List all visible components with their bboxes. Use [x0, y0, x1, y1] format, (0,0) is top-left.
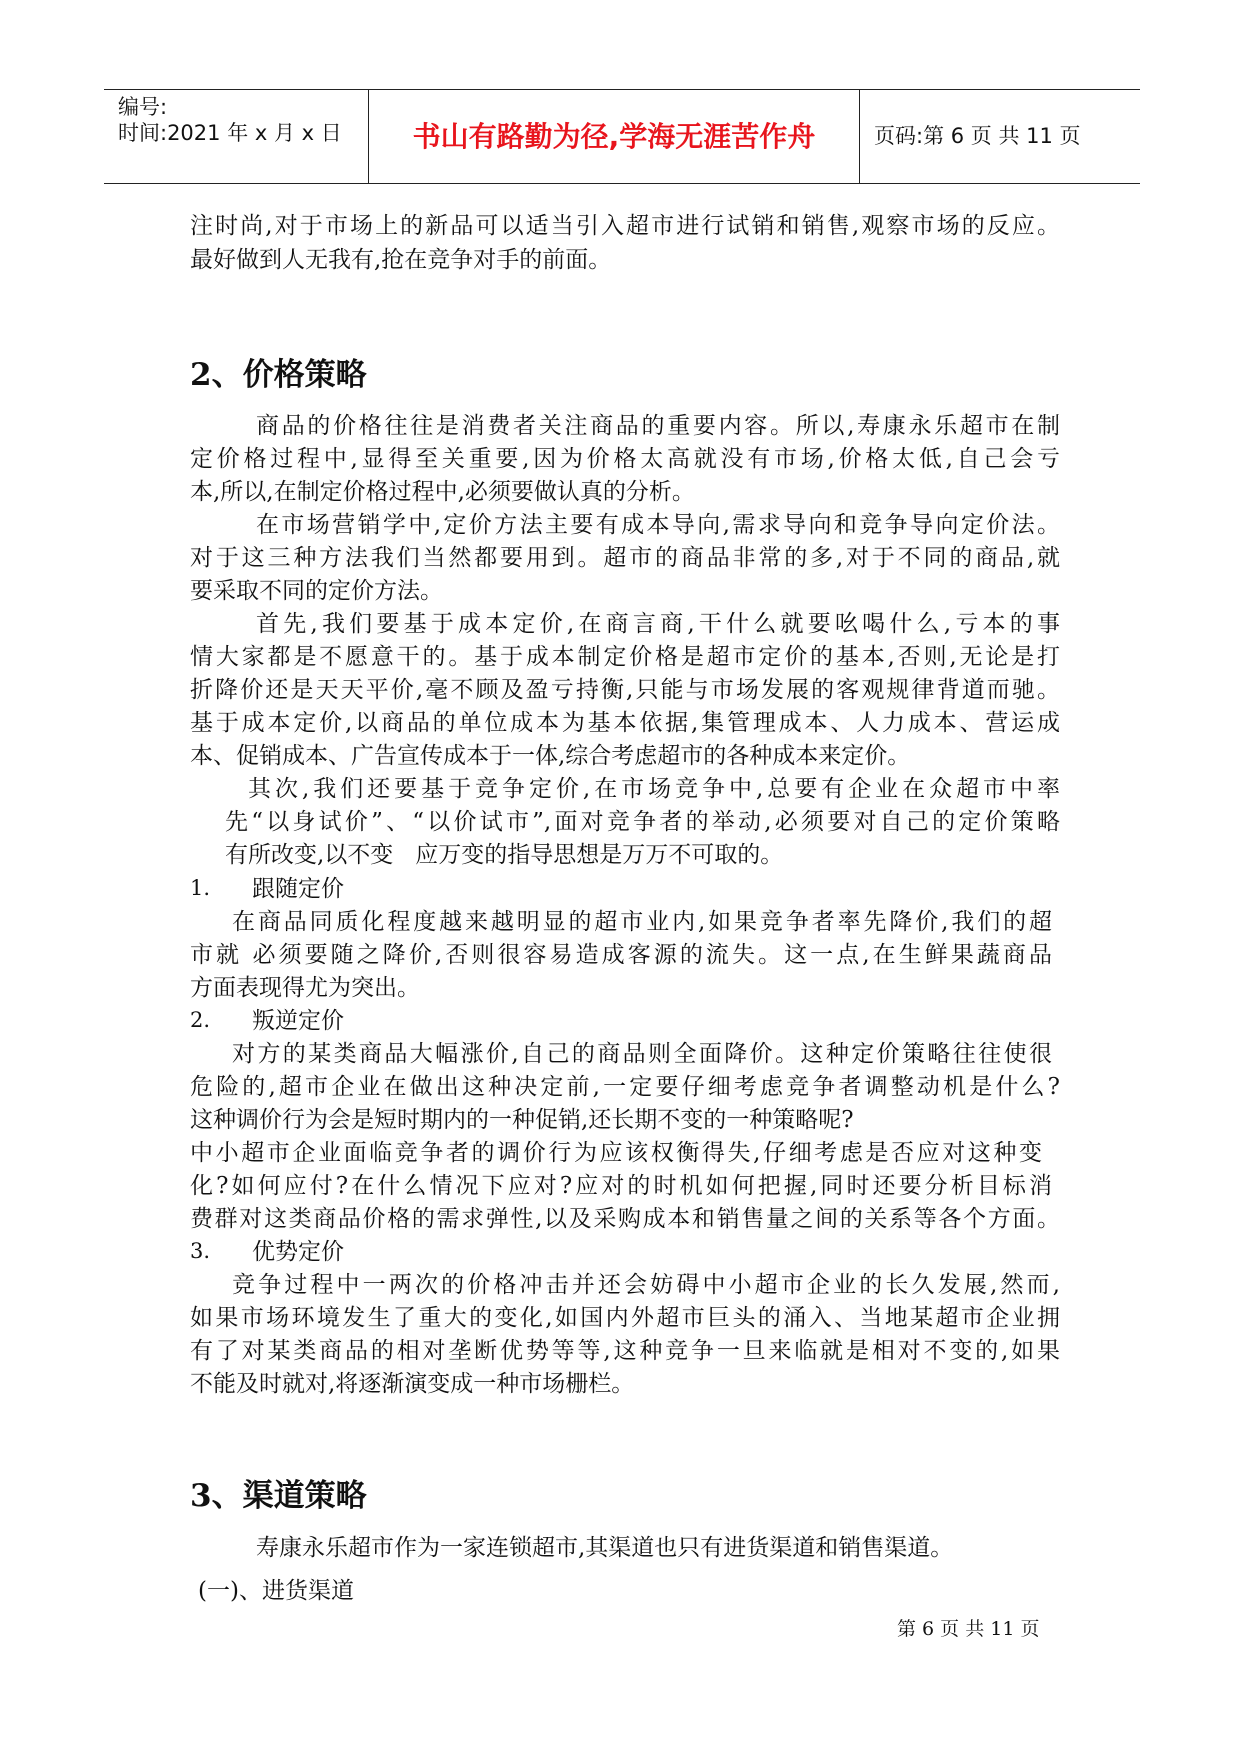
header-page-number: 页码:第 6 页 共 11 页	[874, 124, 1081, 148]
paragraph-line: 商品的价格往往是消费者关注商品的重要内容。所以,寿康永乐超市在制	[256, 413, 1060, 439]
paragraph-line: 不能及时就对,将逐渐演变成一种市场栅栏。	[190, 1371, 635, 1397]
header-left-cell	[104, 90, 369, 183]
paragraph-line: 首先,我们要基于成本定价,在商言商,干什么就要吆喝什么,亏本的事	[256, 611, 1060, 637]
page-header	[104, 89, 1140, 184]
document-time-label: 时间:2021 年 x 月 x 日	[118, 121, 342, 145]
paragraph-line: 注时尚,对于市场上的新品可以适当引入超市进行试销和销售,观察市场的反应。	[190, 213, 1060, 239]
paragraph-line: 要采取不同的定价方法。	[190, 578, 443, 604]
paragraph-line: 在市场营销学中,定价方法主要有成本导向,需求导向和竞争导向定价法。	[256, 512, 1060, 538]
subsection-heading: (一)、进货渠道	[198, 1578, 354, 1604]
paragraph-line: 有了对某类商品的相对垄断优势等等,这种竞争一旦来临就是相对不变的,如果	[190, 1338, 1060, 1364]
paragraph-line: 折降价还是天天平价,毫不顾及盈亏持衡,只能与市场发展的客观规律背道而驰。	[190, 677, 1060, 703]
paragraph-line: 有所改变,以不变 应万变的指导思想是万万不可取的。	[225, 842, 784, 868]
list-item-number: 3.	[190, 1239, 211, 1263]
list-item-title: 叛逆定价	[252, 1008, 344, 1034]
section-heading-price-strategy: 2、价格策略	[190, 357, 367, 393]
document-number-label: 编号:	[118, 95, 168, 119]
paragraph-line: 化?如何应付?在什么情况下应对?应对的时机如何把握,同时还要分析目标消	[190, 1173, 1052, 1199]
list-item-number: 2.	[190, 1008, 211, 1032]
paragraph-line: 危险的,超市企业在做出这种决定前,一定要仔细考虑竞争者调整动机是什么?	[190, 1074, 1060, 1100]
paragraph-line: 情大家都是不愿意干的。基于成本制定价格是超市定价的基本,否则,无论是打	[190, 644, 1060, 670]
paragraph-line: 寿康永乐超市作为一家连锁超市,其渠道也只有进货渠道和销售渠道。	[256, 1535, 954, 1561]
header-motto-cell	[369, 90, 860, 183]
paragraph-line: 本,所以,在制定价格过程中,必须要做认真的分析。	[190, 479, 695, 505]
paragraph-line: 基于成本定价,以商品的单位成本为基本依据,集管理成本、人力成本、营运成	[190, 710, 1060, 736]
paragraph-line: 定价格过程中,显得至关重要,因为价格太高就没有市场,价格太低,自己会亏	[190, 446, 1060, 472]
paragraph-line: 竞争过程中一两次的价格冲击并还会妨碍中小超市企业的长久发展,然而,	[232, 1272, 1060, 1298]
list-item-number: 1.	[190, 876, 211, 900]
header-motto: 书山有路勤为径,学海无涯苦作舟	[412, 120, 816, 153]
paragraph-line: 如果市场环境发生了重大的变化,如国内外超市巨头的涌入、当地某超市企业拥	[190, 1305, 1060, 1331]
paragraph-line: 方面表现得尤为突出。	[190, 975, 420, 1001]
footer-page-number: 第 6 页 共 11 页	[897, 1618, 1040, 1640]
list-item-title: 跟随定价	[252, 876, 344, 902]
header-page-cell	[860, 90, 1140, 183]
paragraph-line: 费群对这类商品价格的需求弹性,以及采购成本和销售量之间的关系等各个方面。	[190, 1206, 1060, 1232]
paragraph-line: 对方的某类商品大幅涨价,自己的商品则全面降价。这种定价策略往往使很	[232, 1041, 1052, 1067]
list-item-title: 优势定价	[252, 1239, 344, 1265]
section-heading-channel-strategy: 3、渠道策略	[190, 1478, 367, 1514]
paragraph-line: 先“以身试价”、“以价试市”,面对竞争者的举动,必须要对自己的定价策略	[225, 809, 1060, 835]
paragraph-line: 最好做到人无我有,抢在竞争对手的前面。	[190, 247, 612, 273]
paragraph-line: 其次,我们还要基于竞争定价,在市场竞争中,总要有企业在众超市中率	[248, 776, 1060, 802]
paragraph-line: 对于这三种方法我们当然都要用到。超市的商品非常的多,对于不同的商品,就	[190, 545, 1060, 571]
paragraph-line: 在商品同质化程度越来越明显的超市业内,如果竞争者率先降价,我们的超	[232, 909, 1052, 935]
paragraph-line: 这种调价行为会是短时期内的一种促销,还长期不变的一种策略呢?	[190, 1107, 854, 1133]
paragraph-line: 中小超市企业面临竞争者的调价行为应该权衡得失,仔细考虑是否应对这种变	[190, 1140, 1042, 1166]
paragraph-line: 本、促销成本、广告宣传成本于一体,综合考虑超市的各种成本来定价。	[190, 743, 911, 769]
paragraph-line: 市就 必须要随之降价,否则很容易造成客源的流失。这一点,在生鲜果蔬商品	[190, 942, 1052, 968]
